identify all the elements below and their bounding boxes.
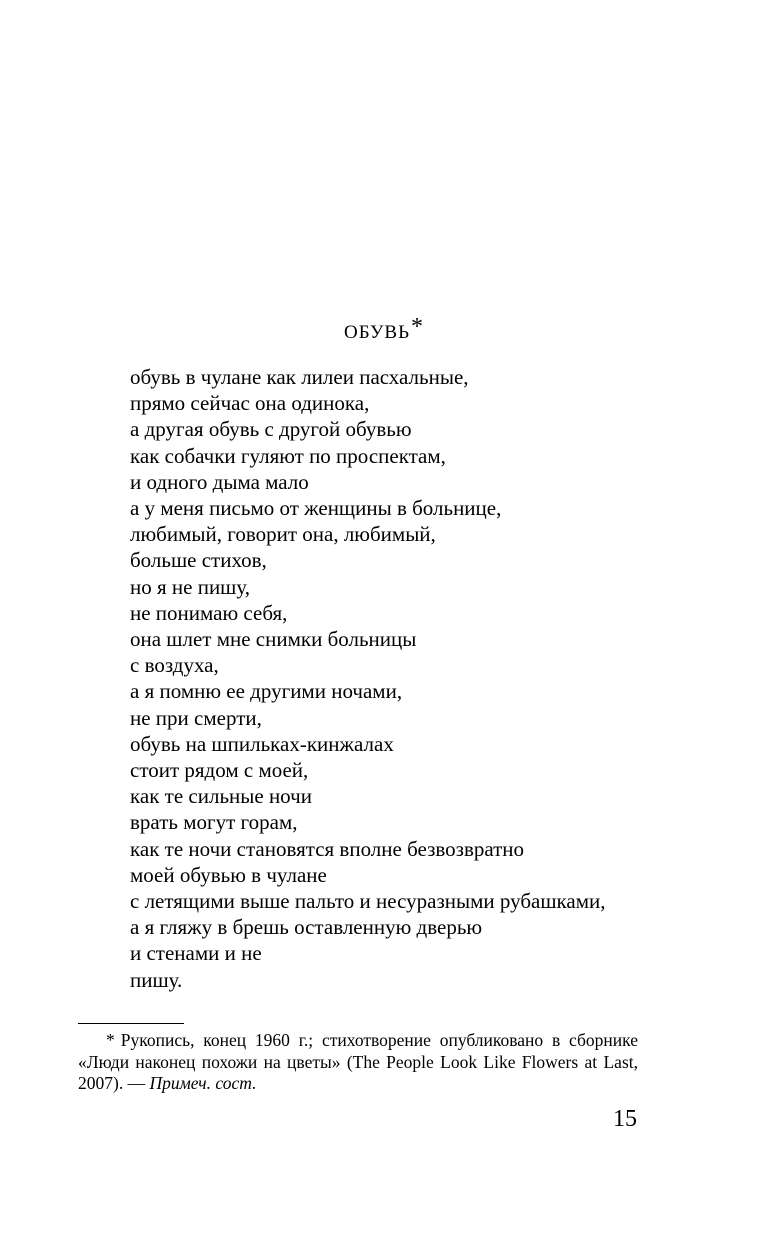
page-number: 15 [613, 1106, 637, 1132]
poem-body [130, 364, 690, 993]
poem-line: как те сильные ночи [130, 784, 312, 809]
poem-line: с воздуха, [130, 653, 219, 678]
poem-line: врать могут горам, [130, 810, 298, 835]
poem-line: обувь в чулане как лилеи пасхальные, [130, 365, 469, 389]
footnote-reference-mark: * [411, 314, 424, 340]
footnote [78, 1030, 638, 1095]
poem-line: с летящими выше пальто и несуразными рубашками, [130, 889, 606, 914]
poem-line: пишу. [130, 967, 183, 992]
poem-title-text: ОБУВЬ [344, 322, 410, 343]
poem-line: прямо сейчас она одинока, [130, 391, 370, 416]
poem-line: а другая обувь с другой обувью [130, 417, 412, 442]
poem-line: обувь на шпильках-кинжалах [130, 731, 394, 756]
footnote-text: Рукопись, конец 1960 г.; стихотворение опубликовано в сборнике «Люди наконец похожи на цветы» (The People Look Like Flowers at Last, 2007). — [78, 1030, 638, 1093]
poem-line: как те ночи становятся вполне безвозвратно [130, 836, 525, 861]
poem-line: но я не пишу, [130, 574, 251, 599]
poem-line: не понимаю себя, [130, 600, 288, 625]
poem-line: она шлет мне снимки больницы [130, 627, 417, 652]
poem-line: а у меня письмо от женщины в больнице, [130, 496, 502, 521]
footnote-divider [78, 1023, 184, 1024]
poem-line: не при смерти, [130, 705, 262, 730]
poem-line: больше стихов, [130, 548, 267, 573]
poem-line: стоит рядом с моей, [130, 758, 309, 783]
footnote-mark: * [106, 1030, 115, 1050]
poem-line: моей обувью в чулане [130, 862, 327, 887]
poem-line: и стенами и не [130, 941, 262, 966]
footnote-editor-note: Примеч. сост. [149, 1073, 257, 1093]
poem-line: а я гляжу в брешь оставленную дверью [130, 915, 483, 940]
poem-line: как собачки гуляют по проспектам, [130, 443, 446, 468]
poem-line: любимый, говорит она, любимый, [130, 522, 436, 547]
poem-line: а я помню ее другими ночами, [130, 679, 403, 704]
poem-title [0, 314, 768, 346]
poem-line: и одного дыма мало [130, 469, 309, 494]
